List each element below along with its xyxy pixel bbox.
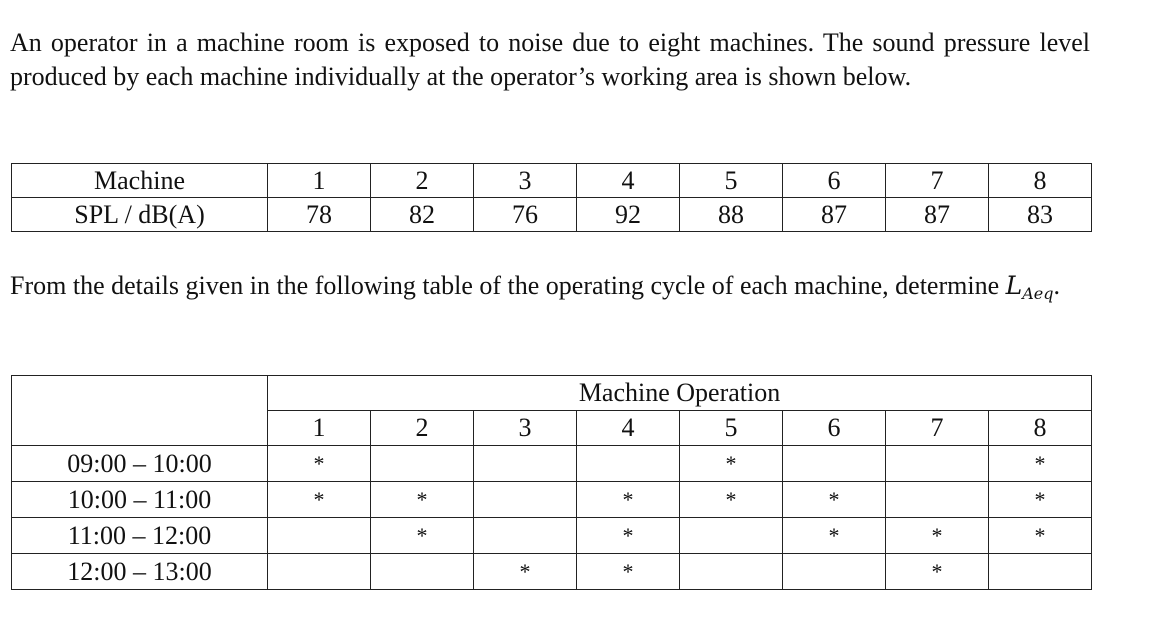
operation-table-cell: *	[577, 554, 680, 590]
operation-table-header: Machine Operation	[268, 376, 1092, 411]
operation-table-cell	[577, 446, 680, 482]
operation-table-cell: *	[268, 446, 371, 482]
spl-table-machine-number: 7	[886, 164, 989, 198]
question-text: From the details given in the following table of the operating cycle of each machine, determine	[10, 271, 1006, 300]
operation-table-machine-number: 8	[989, 411, 1092, 446]
operation-table-cell	[268, 554, 371, 590]
operation-table-time-row	[12, 554, 1092, 590]
spl-table-machine-number: 8	[989, 164, 1092, 198]
spl-table-machine-number: 6	[783, 164, 886, 198]
operation-table-time-row	[12, 446, 1092, 482]
spl-table-spl-value: 87	[886, 198, 989, 232]
spl-table-spl-value: 83	[989, 198, 1092, 232]
operation-table-cell: *	[989, 518, 1092, 554]
operation-table-cell	[783, 446, 886, 482]
operation-table-cell: *	[577, 482, 680, 518]
operation-table-time-label: 11:00 – 12:00	[12, 518, 268, 554]
operation-table-machine-number: 2	[371, 411, 474, 446]
operation-table-cell	[268, 518, 371, 554]
operation-table-cell: *	[680, 446, 783, 482]
operation-table-time-row	[12, 518, 1092, 554]
operation-table-cell: *	[268, 482, 371, 518]
operation-table-cell	[886, 482, 989, 518]
laeq-symbol	[1005, 271, 1054, 303]
operation-table-machine-number: 7	[886, 411, 989, 446]
spl-table-spl-value: 82	[371, 198, 474, 232]
spl-table-machine-number: 3	[474, 164, 577, 198]
operation-table-machine-number: 5	[680, 411, 783, 446]
operation-table-cell	[989, 554, 1092, 590]
laeq-symbol-main: L	[1005, 271, 1023, 300]
spl-table-spl-value: 92	[577, 198, 680, 232]
spl-table-spl-value: 88	[680, 198, 783, 232]
operation-table-cell: *	[371, 518, 474, 554]
intro-paragraph: An operator in a machine room is exposed to noise due to eight machines. The sound pressure level produced by each machine individually at the operator’s working area is shown below.	[10, 28, 1090, 91]
spl-table-machine-number: 5	[680, 164, 783, 198]
operation-table-cell	[886, 446, 989, 482]
spl-table-spl-label: SPL / dB(A)	[12, 198, 268, 232]
operation-table-cell: *	[886, 554, 989, 590]
operation-table-cell: *	[886, 518, 989, 554]
operation-table-machine-number: 1	[268, 411, 371, 446]
spl-table-machine-number: 2	[371, 164, 474, 198]
operation-table-cell	[474, 482, 577, 518]
operation-table-machine-number: 3	[474, 411, 577, 446]
laeq-symbol-subscript: Aeq	[1022, 284, 1054, 303]
operation-table-cell: *	[783, 518, 886, 554]
spl-table-spl-value: 78	[268, 198, 371, 232]
operation-table-corner-cell	[12, 376, 268, 446]
operation-table-cell: *	[474, 554, 577, 590]
operation-table-cell	[371, 446, 474, 482]
operation-table-cell	[680, 518, 783, 554]
spl-table-machine-number: 4	[577, 164, 680, 198]
spl-table-spl-value: 76	[474, 198, 577, 232]
operation-table-cell: *	[989, 446, 1092, 482]
operation-table-cell: *	[371, 482, 474, 518]
question-end: .	[1053, 271, 1060, 300]
operation-table-cell: *	[577, 518, 680, 554]
question-paragraph	[10, 269, 1090, 311]
operation-table-cell: *	[989, 482, 1092, 518]
operation-table	[11, 375, 1092, 590]
operation-table-cell	[783, 554, 886, 590]
operation-table-time-label: 09:00 – 10:00	[12, 446, 268, 482]
operation-table-cell	[474, 446, 577, 482]
spl-table-spl-value: 87	[783, 198, 886, 232]
operation-table-cell	[474, 518, 577, 554]
operation-table-header-row	[12, 376, 1092, 411]
spl-table-value-row	[12, 198, 1092, 232]
spl-table-machine-row	[12, 164, 1092, 198]
operation-table-time-label: 12:00 – 13:00	[12, 554, 268, 590]
operation-table-cell	[680, 554, 783, 590]
operation-table-cell: *	[680, 482, 783, 518]
operation-table-cell	[371, 554, 474, 590]
operation-table-machine-number: 6	[783, 411, 886, 446]
spl-table	[11, 163, 1092, 232]
operation-table-time-row	[12, 482, 1092, 518]
spl-table-machine-number: 1	[268, 164, 371, 198]
spl-table-machine-label: Machine	[12, 164, 268, 198]
operation-table-cell: *	[783, 482, 886, 518]
operation-table-machine-number: 4	[577, 411, 680, 446]
operation-table-time-label: 10:00 – 11:00	[12, 482, 268, 518]
